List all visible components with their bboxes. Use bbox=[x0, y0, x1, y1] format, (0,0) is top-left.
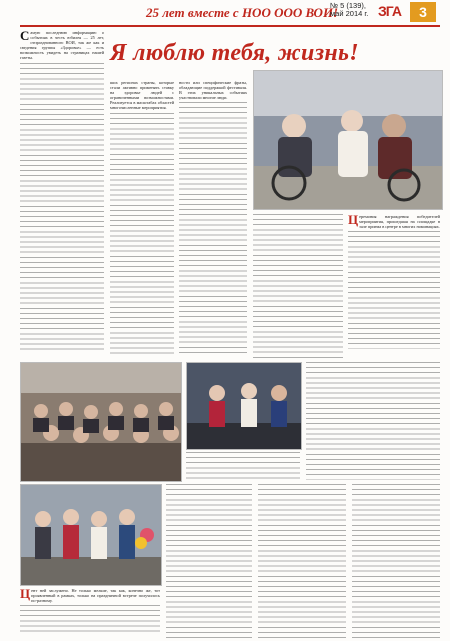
column-text-lines bbox=[258, 484, 346, 638]
newspaper-logo: ЗГА bbox=[378, 3, 401, 19]
column-text-lines bbox=[110, 113, 174, 358]
page-header bbox=[0, 0, 450, 26]
article-column-5 bbox=[348, 214, 440, 358]
intro-text: амую последнюю информацию о событиях в честь юбилея — 25 лет, отпразднованного ВОИ, так же как и сведения группы «Здоровье» — есть возможность увидеть на страницах нашей газеты. bbox=[20, 30, 104, 61]
audience-hall-photo bbox=[20, 362, 182, 482]
header-tagline: 25 лет вместе с НОО ООО ВОИ! bbox=[146, 5, 339, 20]
column-text-lines bbox=[352, 484, 440, 638]
article-title: Я люблю тебя, жизнь! bbox=[110, 40, 359, 66]
column-text-lines bbox=[186, 452, 300, 480]
column-text-lines bbox=[20, 605, 160, 635]
article-column-9 bbox=[166, 484, 252, 638]
column-text-lines bbox=[179, 102, 247, 357]
issue-info bbox=[330, 2, 368, 18]
column-text-lines bbox=[348, 231, 440, 349]
intro-dropcap: С bbox=[20, 30, 30, 43]
issue-date: май 2014 г. bbox=[330, 9, 369, 18]
article-column-7 bbox=[306, 362, 440, 480]
column-2-text: ших регионах страны, которые стали активно применять ставку на здоровье людей с ограниченными возможностями. Реализуется в масштабах областей многочисленные мероприятия. bbox=[110, 80, 174, 111]
article-column-6 bbox=[186, 452, 300, 480]
article-column-10 bbox=[258, 484, 346, 638]
article-column-2 bbox=[110, 80, 174, 358]
group-with-flowers-photo bbox=[20, 484, 162, 586]
page-number: 3 bbox=[410, 2, 436, 22]
column-5-dropcap: Ц bbox=[348, 214, 359, 227]
article-column-4 bbox=[253, 214, 343, 358]
column-3-text: ности или специфические фразы, обладающие поддержкой фестиваля. В этих уникальных событиях участвовали многие люди. bbox=[179, 80, 247, 101]
article-column-3 bbox=[179, 80, 247, 358]
article-column-1 bbox=[20, 30, 104, 358]
issue-number: № 5 (139), bbox=[330, 1, 366, 10]
bottom-text: ент ней заслужено. Не только мелкие, так как, конечно же, тот проявленный в рамках, только на праздничной встрече получилось по-разному. bbox=[31, 588, 160, 604]
column-text-lines bbox=[253, 214, 343, 358]
bottom-dropcap: Ц bbox=[20, 588, 31, 601]
stage-performers-photo bbox=[186, 362, 302, 450]
header-rule bbox=[20, 25, 440, 27]
column-5-text: еремония награждения победителей мероприятия, прошедшая на площадке в зале приема в центре в многих номинациях. bbox=[359, 214, 440, 230]
column-text-lines bbox=[166, 484, 252, 638]
column-text-lines bbox=[306, 362, 440, 480]
wheelchair-dancers-photo bbox=[253, 70, 443, 210]
column-text-lines bbox=[20, 63, 104, 353]
article-column-8 bbox=[20, 588, 160, 638]
article-column-11 bbox=[352, 484, 440, 638]
